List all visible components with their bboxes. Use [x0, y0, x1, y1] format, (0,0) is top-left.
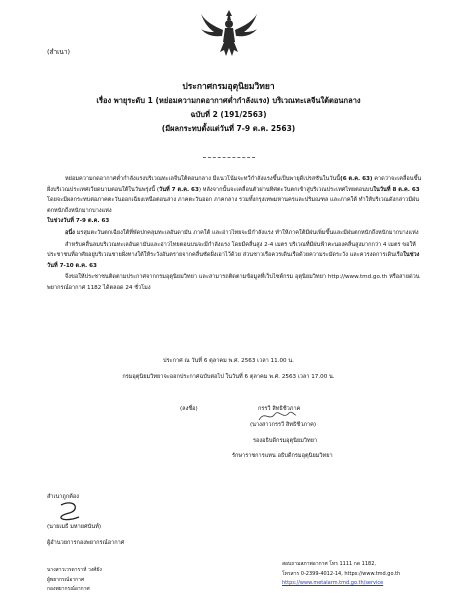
- signer-position: รองอธิบดีกรมอุตุนิยมวิทยา: [253, 438, 318, 444]
- announcement-title: [0, 80, 457, 136]
- effective-period: (มีผลกระทบตั้งแต่วันที่ 7-9 ต.ค. 2563): [161, 124, 296, 133]
- paragraph-3: สำหรับคลื่นลมบริเวณทะเลอันดามันและอ่าวไทยตอนบนจะมีกำลังแรง โดยมีคลื่นสูง 2-4 เมตร บริเวณที่มีฝนฟ้าคะนองคลื่นสูงมากกว่า 4 เมตร ขอให้ประชาชนที่อาศัยอยู่บริเวณชายฝั่งทางใต้ให้ระวังอันตรายจากคลื่นซัดฝั่งเอาไว้ด้วย ส่วนชาวเรือควรเดินเรือด้วยความระมัดระวัง และควรงดการเดินเรือในช่วงวันที่ 7-10 ต.ค. 63: [47, 241, 420, 269]
- signed-label: (ลงชื่อ): [180, 406, 198, 412]
- announce-date: ประกาศ ณ วันที่ 6 ตุลาคม พ.ศ. 2563 เวลา 11.00 น.: [163, 358, 294, 364]
- paragraph-1: หย่อมความกดอากาศต่ำกำลังแรงบริเวณทะเลจีนใต้ตอนกลาง มีแนวโน้มจะทวีกำลังแรงขึ้นเป็นพายุดีเปรสชันในวันนี้(6 ต.ค. 63) คาดว่าจะเคลื่อนขึ้นฝั่งบริเวณประเทศเวียดนามตอนใต้ในวันพรุ่งนี้ (วันที่ 7 ต.ค. 63) หลังจากนั้นจะเคลื่อนตัวผ่านทิศตะวันตกเข้าสู่บริเวณประเทศไทยตอนบนในวันที่ 8 ต.ค. 63 โดยจะมีผลกระทบต่อภาคตะวันออกเฉียงเหนือตอนล่าง ภาคตะวันออก ภาคกลาง รวมทั้งกรุงเทพมหานครและปริมณฑล และภาคใต้ ทำให้บริเวณดังกล่าวมีฝนตกหนักถึงหนักมากบางแห่ง ในช่วงวันที่ 7-9 ต.ค. 63: [47, 176, 422, 225]
- metalarm-link[interactable]: https://www.metalarm.tmd.go.th/service: [282, 580, 384, 586]
- certified-position: ผู้อำนวยการกองพยากรณ์อากาศ: [47, 540, 125, 546]
- issue-number: ฉบับที่ 2 (191/2563): [190, 110, 267, 119]
- footer-contact-right: สอบถามสภาพอากาศ โทร 1111 กด 1182, โทรสาร 0-2399-4012-14, https://www.tmd.go.th https://www.metalarm.tmd.go.th/service: [282, 561, 401, 586]
- signer-acting-position: รักษาราชการแทน อธิบดีกรมอุตุนิยมวิทยา: [232, 453, 333, 459]
- certified-name: (นายเมธี มหายศนันท์): [47, 524, 102, 530]
- certified-signature-icon: [55, 499, 85, 523]
- title-divider: [203, 157, 255, 158]
- footer-contact-left: นางสาวเวรดาราห์ วงศ์ยัง ผู้พยากรณ์อากาศ กองพยากรณ์อากาศ: [47, 567, 102, 592]
- paragraph-4: จึงขอให้ประชาชนติดตามประกาศจากกรมอุตุนิยมวิทยา และสามารถติดตามข้อมูลที่เว็บไซต์กรม อุตุนิยมวิทยา http://www.tmd.go.th หรือสายด่วนพยากรณ์อากาศ 1182 ได้ตลอด 24 ชั่วโมง: [47, 274, 420, 291]
- paragraph-2: อนึ่ง มรสุมตะวันตกเฉียงใต้ที่พัดปกคลุมทะเลอันดามัน ภาคใต้ และอ่าวไทยจะมีกำลังแรง ทำให้ภาคใต้มีฝนเพิ่มขึ้นและมีฝนตกหนักถึงหนักมากบางแห่ง: [65, 229, 419, 236]
- next-notice: กรมอุตุนิยมวิทยาจะออกประกาศฉบับต่อไป ในวันที่ 6 ตุลาคม พ.ศ. 2563 เวลา 17.00 น.: [122, 374, 335, 380]
- subject-line: เรื่อง พายุระดับ 1 (หย่อมความกดอากาศต่ำกำลังแรง) บริเวณทะเลจีนใต้ตอนกลาง: [96, 96, 361, 105]
- signed-name: กรรวี สิทธิชีวภาค: [258, 406, 301, 412]
- garuda-emblem-icon: [200, 8, 258, 58]
- department-heading: ประกาศกรมอุตุนิยมวิทยา: [182, 82, 275, 92]
- signer-full-name: (นางสาวกรรวี สิทธิชีวภาค): [250, 422, 317, 428]
- certified-copy-label: สำเนาถูกต้อง: [47, 494, 79, 500]
- copy-label: (สำเนา): [47, 48, 71, 56]
- announcement-body: [47, 174, 422, 295]
